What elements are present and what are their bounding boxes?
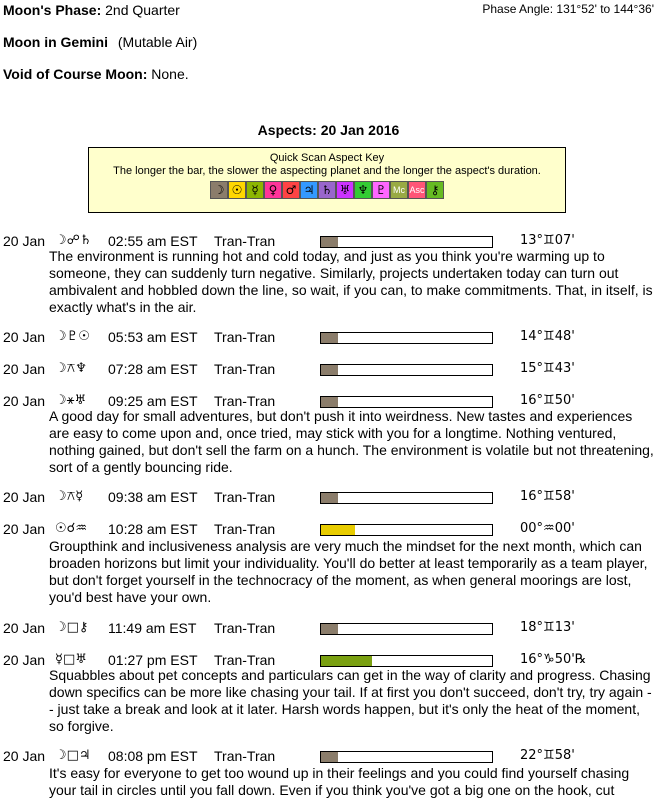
aspect-degree: 15°♊43': [520, 361, 575, 376]
moon-sign-value: (Mutable Air): [117, 34, 198, 50]
aspect-type: Tran-Tran: [214, 652, 276, 668]
aspect-time: 08:08 pm EST: [108, 748, 198, 764]
key-glyph-1: ☉: [228, 181, 246, 199]
key-glyph-9: ♇: [372, 181, 390, 199]
key-glyph-10: Mc: [390, 181, 408, 199]
aspect-degree: 16°♊50': [520, 393, 575, 408]
aspect-description: The environment is running hot and cold today, and just as you think you're warming up to someone, they can suddenly turn negative. Similarly, projects undertaken today can turn out ambivalent and hobbled down the line, so wait, if you can, to make commitments. That, in itself, is exactly what's in the air.: [49, 248, 653, 315]
duration-bar-fill: [321, 365, 338, 375]
aspect-type: Tran-Tran: [214, 329, 276, 345]
aspect-date: 20 Jan: [3, 361, 46, 377]
duration-bar-fill: [321, 624, 338, 634]
aspect-key-subtitle: The longer the bar, the slower the aspecting planet and the longer the aspect's duration.: [113, 165, 541, 177]
aspect-type: Tran-Tran: [214, 393, 276, 409]
aspect-glyph: ☽♇☉: [55, 329, 90, 344]
aspect-glyph: ☽⚻☿: [55, 489, 84, 504]
key-glyph-5: ♃: [300, 181, 318, 199]
duration-bar-fill: [321, 333, 338, 343]
aspect-degree: 18°♊13': [520, 620, 575, 635]
aspect-time: 07:28 am EST: [108, 361, 198, 377]
aspect-row: [0, 489, 657, 507]
aspect-degree: 13°♊07': [520, 233, 575, 248]
aspect-time: 09:25 am EST: [108, 393, 198, 409]
key-glyph-2: ☿: [246, 181, 264, 199]
aspect-key-box: [88, 147, 566, 213]
aspect-date: 20 Jan: [3, 489, 46, 505]
aspect-time: 02:55 am EST: [108, 233, 198, 249]
aspect-date: 20 Jan: [3, 393, 46, 409]
aspect-type: Tran-Tran: [214, 521, 276, 537]
key-glyph-7: ♅: [336, 181, 354, 199]
aspect-glyph: ☽□♃: [55, 748, 91, 763]
aspect-type: Tran-Tran: [214, 748, 276, 764]
aspect-date: 20 Jan: [3, 329, 46, 345]
void-of-course-value: None.: [151, 66, 189, 82]
aspect-date: 20 Jan: [3, 620, 46, 636]
aspect-row: [0, 361, 657, 379]
aspect-date: 20 Jan: [3, 748, 46, 764]
aspect-description: Groupthink and inclusiveness analysis are very much the mindset for the next month, which can broaden horizons but limit your individuality. You'll do better at least temporarily as a team player, but don't forget yourself in the technocracy of the moment, as when general moorings are lost, you'd best have your own.: [49, 538, 648, 605]
aspect-description: Squabbles about pet concepts and particulars can get in the way of clarity and progress. Chasing down specifics can be more like chasing your tail. If at first you don't succeed, don't try, try again -- just take a break and look at it later. Harsh words happen, but it's only the heat of the moment, so forgive.: [49, 667, 652, 734]
aspect-description: A good day for small adventures, but don't push it into weirdness. New tastes and experiences are easy to come upon and, once tried, may stick with you for a longtime. Nothing ventured, nothing gained, but don't sell the farm on a hunch. The environment is volatile but not threatening, sort of a gently bouncing ride.: [49, 408, 654, 475]
moon-sign-line: [3, 34, 197, 50]
aspect-key-glyphs: [89, 181, 565, 199]
aspect-degree: 22°♊58': [520, 748, 575, 763]
moon-phase-value: 2nd Quarter: [105, 2, 180, 18]
aspect-type: Tran-Tran: [214, 620, 276, 636]
aspect-glyph: ☽□⚷: [55, 620, 89, 635]
phase-angle: Phase Angle: 131°52' to 144°36': [482, 2, 654, 16]
duration-bar-fill: [321, 656, 372, 666]
aspect-row: [0, 748, 657, 766]
moon-phase-label: Moon's Phase:: [3, 2, 102, 18]
aspect-glyph: ☉☌♒: [55, 521, 88, 536]
duration-bar: [320, 492, 493, 504]
aspect-glyph: ☽☍♄: [55, 233, 92, 248]
aspect-type: Tran-Tran: [214, 489, 276, 505]
aspect-row: [0, 620, 657, 638]
key-glyph-4: ♂: [282, 181, 300, 199]
aspect-degree: 16°♊58': [520, 489, 575, 504]
aspect-row: [0, 329, 657, 347]
void-of-course-line: [3, 66, 189, 82]
duration-bar-fill: [321, 525, 355, 535]
moon-phase-line: [3, 2, 180, 18]
key-glyph-11: Asc: [408, 181, 426, 199]
duration-bar: [320, 396, 493, 408]
duration-bar: [320, 655, 493, 667]
aspect-date: 20 Jan: [3, 652, 46, 668]
aspect-type: Tran-Tran: [214, 233, 276, 249]
key-glyph-3: ♀: [264, 181, 282, 199]
duration-bar-fill: [321, 397, 338, 407]
aspect-type: Tran-Tran: [214, 361, 276, 377]
aspect-time: 05:53 am EST: [108, 329, 198, 345]
key-glyph-6: ♄: [318, 181, 336, 199]
aspect-time: 11:49 am EST: [108, 620, 197, 636]
aspects-title: Aspects: 20 Jan 2016: [257, 122, 400, 138]
duration-bar-fill: [321, 493, 338, 503]
duration-bar: [320, 364, 493, 376]
aspect-key-title: Quick Scan Aspect Key: [269, 152, 385, 164]
aspect-glyph: ☽⚻♆: [55, 361, 87, 376]
aspect-row: [0, 521, 657, 539]
aspect-date: 20 Jan: [3, 233, 46, 249]
key-glyph-0: ☽: [210, 181, 228, 199]
aspect-description: It's easy for everyone to get too wound up in their feelings and you could find yourself chasing your tail in circles until you fall down. Even if you think you've got a big one on the hook, cut: [49, 765, 630, 798]
aspect-degree: 14°♊48': [520, 329, 575, 344]
aspect-degree: 00°♒00': [520, 521, 575, 536]
key-glyph-8: ♆: [354, 181, 372, 199]
duration-bar: [320, 332, 493, 344]
aspect-glyph: ☽⚹♅: [55, 393, 87, 408]
moon-sign-label: Moon in Gemini: [3, 34, 108, 50]
duration-bar: [320, 236, 493, 248]
void-of-course-label: Void of Course Moon:: [3, 66, 148, 82]
aspect-time: 01:27 pm EST: [108, 652, 198, 668]
duration-bar: [320, 751, 493, 763]
aspect-date: 20 Jan: [3, 521, 46, 537]
duration-bar-fill: [321, 752, 338, 762]
aspect-time: 10:28 am EST: [108, 521, 198, 537]
duration-bar-fill: [321, 237, 338, 247]
aspect-time: 09:38 am EST: [108, 489, 198, 505]
aspect-glyph: ☿□♅: [55, 652, 87, 667]
duration-bar: [320, 623, 493, 635]
key-glyph-12: ⚷: [426, 181, 444, 199]
aspect-degree: 16°♑50'℞: [520, 652, 587, 667]
duration-bar: [320, 524, 493, 536]
